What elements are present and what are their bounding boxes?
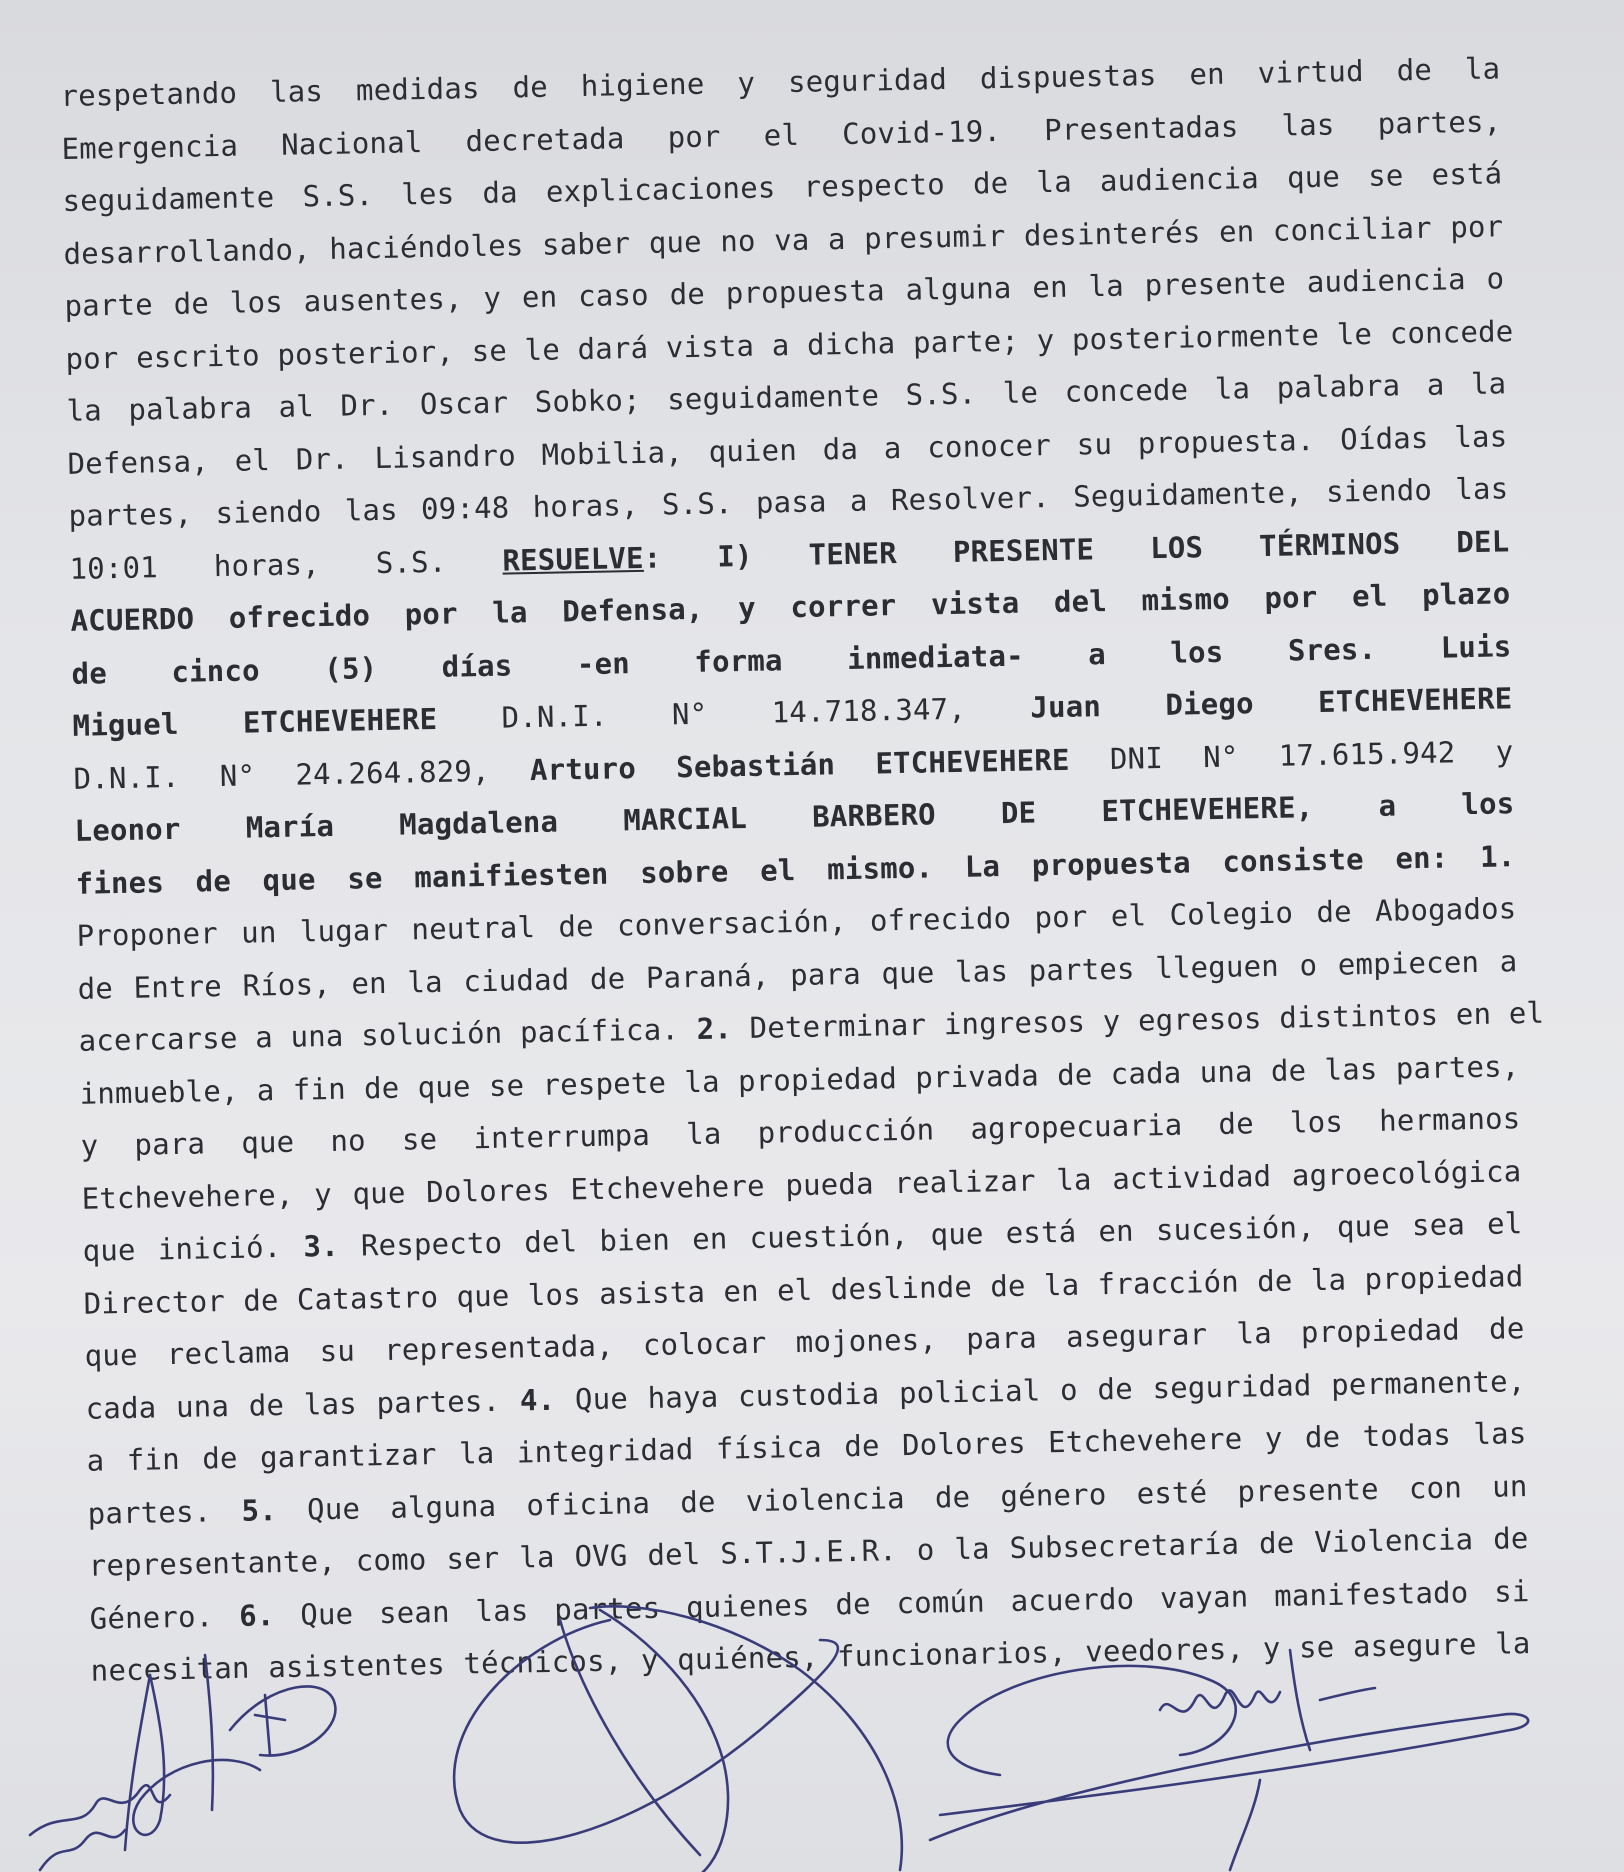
text-run: cada una de las partes. bbox=[85, 1382, 521, 1426]
document-body bbox=[60, 42, 1545, 1697]
text-run: 6. bbox=[238, 1597, 275, 1633]
text-run: desarrollando, haciéndoles saber que no va a presumir desinterés en conciliar por bbox=[63, 208, 1504, 271]
text-run: : I) TENER PRESENTE LOS TÉRMINOS DEL bbox=[643, 523, 1510, 575]
signature-right bbox=[930, 1650, 1528, 1870]
text-run: que reclama su representada, colocar mojones, para asegurar la propiedad de bbox=[84, 1311, 1525, 1373]
text-run: Género. bbox=[89, 1598, 240, 1636]
text-run: partes. bbox=[87, 1493, 242, 1531]
text-run: 5. bbox=[241, 1492, 278, 1528]
text-run: 2. bbox=[696, 1011, 733, 1046]
signature-left bbox=[30, 1655, 335, 1870]
text-run: la palabra al Dr. Oscar Sobko; seguidamente S.S. le concede la palabra a la bbox=[66, 366, 1507, 428]
text-run: 10:01 horas, S.S. bbox=[69, 543, 503, 586]
text-run: representante, como ser la OVG del S.T.J.E.R. o la Subsecretaría de Violencia de bbox=[88, 1521, 1529, 1583]
text-run: Determinar ingresos y egresos distintos en el bbox=[731, 995, 1545, 1046]
text-run: que inició. bbox=[82, 1229, 304, 1268]
signature-middle bbox=[454, 1606, 902, 1872]
text-run: Director de Catastro que los asista en el deslinde de la fracción de la propiedad bbox=[83, 1258, 1524, 1321]
text-run: 3. bbox=[303, 1228, 340, 1264]
text-run: inmueble, a fin de que se respete la propiedad privada de cada una de las partes, bbox=[79, 1048, 1520, 1111]
text-run: Emergencia Nacional decretada por el Covid-19. Presentadas las partes, bbox=[61, 103, 1502, 166]
text-run: Respecto del bien en cuestión, que está en sucesión, que sea el bbox=[338, 1206, 1523, 1263]
text-run: fines de que se manifiesten sobre el mismo. La propuesta consiste en: 1. bbox=[75, 838, 1516, 901]
text-run: acercarse a una solución pacífica. bbox=[78, 1011, 697, 1058]
text-run: a fin de garantizar la integridad física de Dolores Etchevehere y de todas las bbox=[86, 1416, 1527, 1478]
text-run: Que sean las partes quienes de común acuerdo vayan manifestado si bbox=[274, 1573, 1530, 1632]
text-run: Defensa, el Dr. Lisandro Mobilia, quien da a conocer su propuesta. Oídas las bbox=[67, 418, 1508, 481]
text-run: D.N.I. N° 24.264.829, bbox=[73, 752, 531, 796]
text-run: necesitan asistentes técnicos, y quiénes, funcionarios, veedores, y se asegure la bbox=[90, 1626, 1531, 1688]
text-run: DNI N° 17.615.942 y bbox=[1069, 733, 1514, 777]
text-run: Que alguna oficina de violencia de género esté presente con un bbox=[276, 1468, 1528, 1527]
text-run: de cinco (5) días -en forma inmediata- a los Sres. Luis bbox=[71, 628, 1512, 691]
text-run: D.N.I. N° 14.718.347, bbox=[436, 690, 1031, 736]
signatures bbox=[0, 1580, 1624, 1872]
text-run: seguidamente S.S. les da explicaciones respecto de la audiencia que se está bbox=[62, 156, 1503, 218]
text-run: Arturo Sebastián ETCHEVEHERE bbox=[529, 742, 1070, 787]
text-run: parte de los ausentes, y en caso de propuesta alguna en la presente audiencia o bbox=[64, 261, 1505, 323]
text-run: RESUELVE bbox=[502, 540, 644, 578]
text-run: 4. bbox=[519, 1382, 556, 1417]
text-run: Que haya custodia policial o de seguridad permanente, bbox=[554, 1363, 1526, 1417]
text-run: Juan Diego ETCHEVEHERE bbox=[1030, 681, 1513, 725]
text-run: por escrito posterior, se le dará vista a dicha parte; y posteriormente le concede bbox=[65, 313, 1514, 376]
text-run: Leonor María Magdalena MARCIAL BARBERO DE ETCHEVEHERE, a los bbox=[74, 786, 1515, 848]
text-run: Miguel ETCHEVEHERE bbox=[72, 701, 438, 743]
text-run: ACUERDO ofrecido por la Defensa, y correr vista del mismo por el plazo bbox=[70, 576, 1511, 638]
text-run: Etchevehere, y que Dolores Etchevehere pueda realizar la actividad agroecológica bbox=[81, 1153, 1522, 1216]
text-run: Proponer un lugar neutral de conversación, ofrecido por el Colegio de Abogados bbox=[76, 891, 1517, 953]
text-run: partes, siendo las 09:48 horas, S.S. pasa a Resolver. Seguidamente, siendo las bbox=[68, 471, 1509, 533]
text-run: respetando las medidas de higiene y seguridad dispuestas en virtud de la bbox=[60, 51, 1501, 113]
text-run: de Entre Ríos, en la ciudad de Paraná, para que las partes lleguen o empiecen a bbox=[77, 943, 1518, 1006]
text-run: y para que no se interrumpa la producción agropecuaria de los hermanos bbox=[80, 1101, 1521, 1163]
